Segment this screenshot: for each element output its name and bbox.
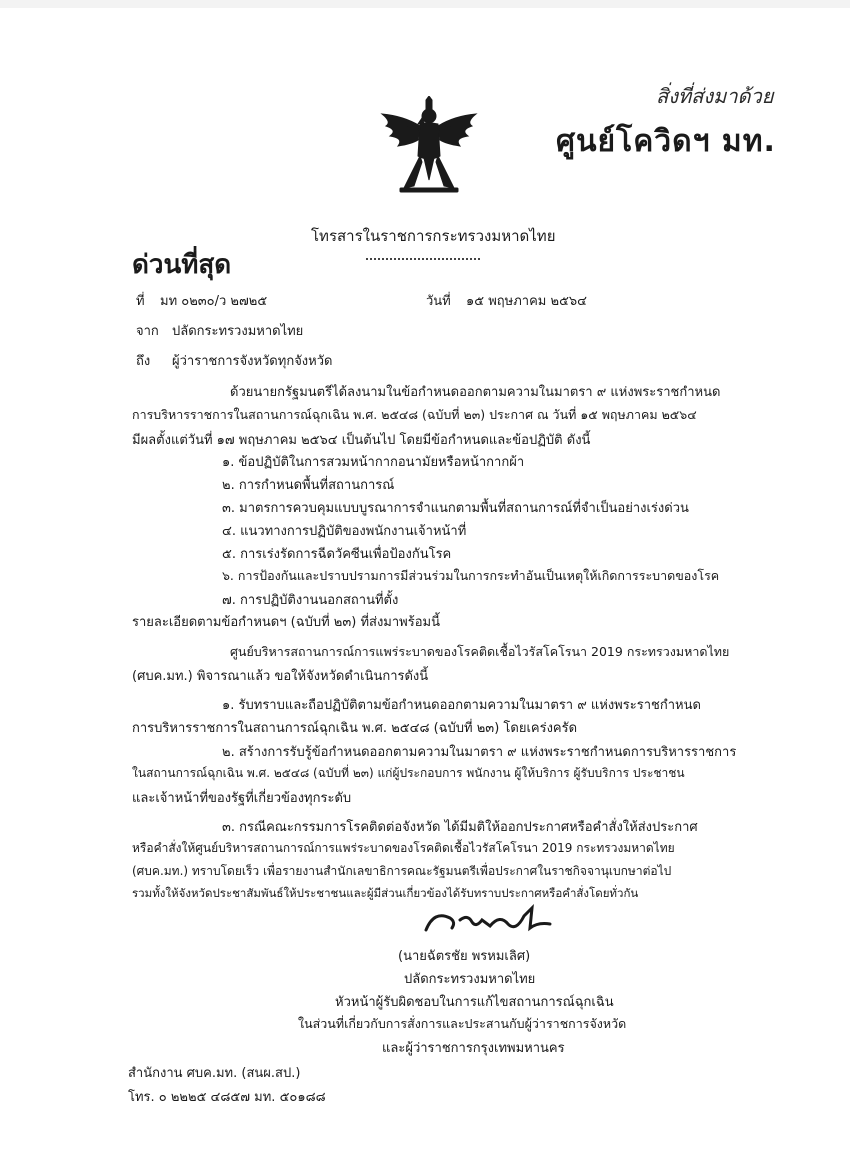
footer-office: สำนักงาน ศบค.มท. (สนผ.สป.): [128, 1066, 301, 1081]
garuda-emblem-icon: [374, 96, 484, 196]
list-item: ๕. การเร่งรัดการฉีดวัคซีนเพื่อป้องกันโรค: [222, 547, 452, 562]
to-value: ผู้ว่าราชการจังหวัดทุกจังหวัด: [172, 354, 333, 369]
from-label: จาก: [136, 324, 159, 339]
action-line: ในสถานการณ์ฉุกเฉิน พ.ศ. ๒๕๔๘ (ฉบับที่ ๒๓) แก่ผู้ประกอบการ พนักงาน ผู้ให้บริการ ผู้รับบริการ ประชาชน: [132, 766, 685, 780]
urgency-label: ด่วนที่สุด: [132, 250, 232, 280]
ref-value: มท ๐๒๓๐/ว ๒๗๒๕: [160, 294, 268, 309]
signer-name: (นายฉัตรชัย พรหมเลิศ): [398, 949, 531, 964]
receive-stamp: ศูนย์โควิดฯ มท.: [556, 124, 776, 159]
list-item: ๑. ข้อปฏิบัติในการสวมหน้ากากอนามัยหรือหน้ากากผ้า: [222, 455, 525, 470]
list-item: ๔. แนวทางการปฏิบัติของพนักงานเจ้าหน้าที่: [222, 524, 467, 539]
signer-position: และผู้ว่าราชการกรุงเทพมหานคร: [382, 1041, 565, 1056]
action-line: (ศบค.มท.) ทราบโดยเร็ว เพื่อรายงานสำนักเลขาธิการคณะรัฐมนตรีเพื่อประกาศในราชกิจจานุเบกษาต่อไป: [132, 864, 672, 878]
scan-edge: [0, 0, 850, 8]
handwritten-signature-icon: [420, 904, 560, 938]
action-line: หรือคำสั่งให้ศูนย์บริหารสถานการณ์การแพร่ระบาดของโรคติดเชื้อไวรัสโคโรนา 2019 กระทรวงมหาดไทย: [132, 841, 675, 855]
signer-position: หัวหน้าผู้รับผิดชอบในการแก้ไขสถานการณ์ฉุกเฉิน: [335, 995, 614, 1010]
list-item: ๓. มาตรการควบคุมแบบบูรณาการจำแนกตามพื้นที่สถานการณ์ที่จำเป็นอย่างเร่งด่วน: [222, 501, 689, 516]
action-line: ๒. สร้างการรับรู้ข้อกำหนดออกตามความในมาตรา ๙ แห่งพระราชกำหนดการบริหารราชการ: [222, 745, 737, 760]
intro-line: ด้วยนายกรัฐมนตรีได้ลงนามในข้อกำหนดออกตามความในมาตรา ๙ แห่งพระราชกำหนด: [230, 385, 721, 400]
list-item: ๒. การกำหนดพื้นที่สถานการณ์: [222, 478, 395, 493]
ref-label: ที่: [136, 294, 145, 309]
date-label: วันที่: [426, 294, 451, 309]
detail-line: รายละเอียดตามข้อกำหนดฯ (ฉบับที่ ๒๓) ที่ส่งมาพร้อมนี้: [132, 615, 440, 630]
to-label: ถึง: [136, 354, 151, 369]
footer-phone: โทร. ๐ ๒๒๒๕ ๔๘๕๗ มท. ๕๐๑๘๘: [128, 1090, 326, 1105]
intro-line: การบริหารราชการในสถานการณ์ฉุกเฉิน พ.ศ. ๒๕๔๘ (ฉบับที่ ๒๓) ประกาศ ณ วันที่ ๑๕ พฤษภาคม ๒๕๖๔: [132, 407, 697, 422]
intro-line: มีผลตั้งแต่วันที่ ๑๗ พฤษภาคม ๒๕๖๔ เป็นต้นไป โดยมีข้อกำหนดและข้อปฏิบัติ ดังนี้: [132, 433, 591, 448]
action-line: การบริหารราชการในสถานการณ์ฉุกเฉิน พ.ศ. ๒๕๔๘ (ฉบับที่ ๒๓) โดยเคร่งครัด: [132, 721, 578, 736]
list-item: ๗. การปฏิบัติงานนอกสถานที่ตั้ง: [222, 593, 399, 608]
action-line: และเจ้าหน้าที่ของรัฐที่เกี่ยวข้องทุกระดับ: [132, 791, 352, 806]
center-para-line: (ศบค.มท.) พิจารณาแล้ว ขอให้จังหวัดดำเนินการดังนี้: [132, 669, 429, 684]
action-line: รวมทั้งให้จังหวัดประชาสัมพันธ์ให้ประชาชนและผู้มีส่วนเกี่ยวข้องได้รับทราบประกาศหรือคำสั่งโดยทั่วกัน: [132, 886, 639, 900]
date-value: ๑๕ พฤษภาคม ๒๕๖๔: [466, 294, 587, 309]
list-item: ๖. การป้องกันและปราบปรามการมีส่วนร่วมในการกระทำอันเป็นเหตุให้เกิดการระบาดของโรค: [222, 568, 720, 583]
action-line: ๓. กรณีคณะกรรมการโรคติดต่อจังหวัด ได้มีมติให้ออกประกาศหรือคำสั่งให้ส่งประกาศ: [222, 820, 698, 835]
action-line: ๑. รับทราบและถือปฏิบัติตามข้อกำหนดออกตามความในมาตรา ๙ แห่งพระราชกำหนด: [222, 698, 701, 713]
from-value: ปลัดกระทรวงมหาดไทย: [172, 324, 304, 339]
center-para-line: ศูนย์บริหารสถานการณ์การแพร่ระบาดของโรคติดเชื้อไวรัสโคโรนา 2019 กระทรวงมหาดไทย: [230, 644, 730, 659]
handwritten-note: สิ่งที่ส่งมาด้วย: [656, 84, 774, 108]
signer-position: ปลัดกระทรวงมหาดไทย: [404, 972, 536, 987]
dotted-divider: [366, 258, 480, 260]
document-title: โทรสารในราชการกระทรวงมหาดไทย: [311, 227, 556, 245]
signer-position: ในส่วนที่เกี่ยวกับการสั่งการและประสานกับผู้ว่าราชการจังหวัด: [298, 1016, 627, 1031]
